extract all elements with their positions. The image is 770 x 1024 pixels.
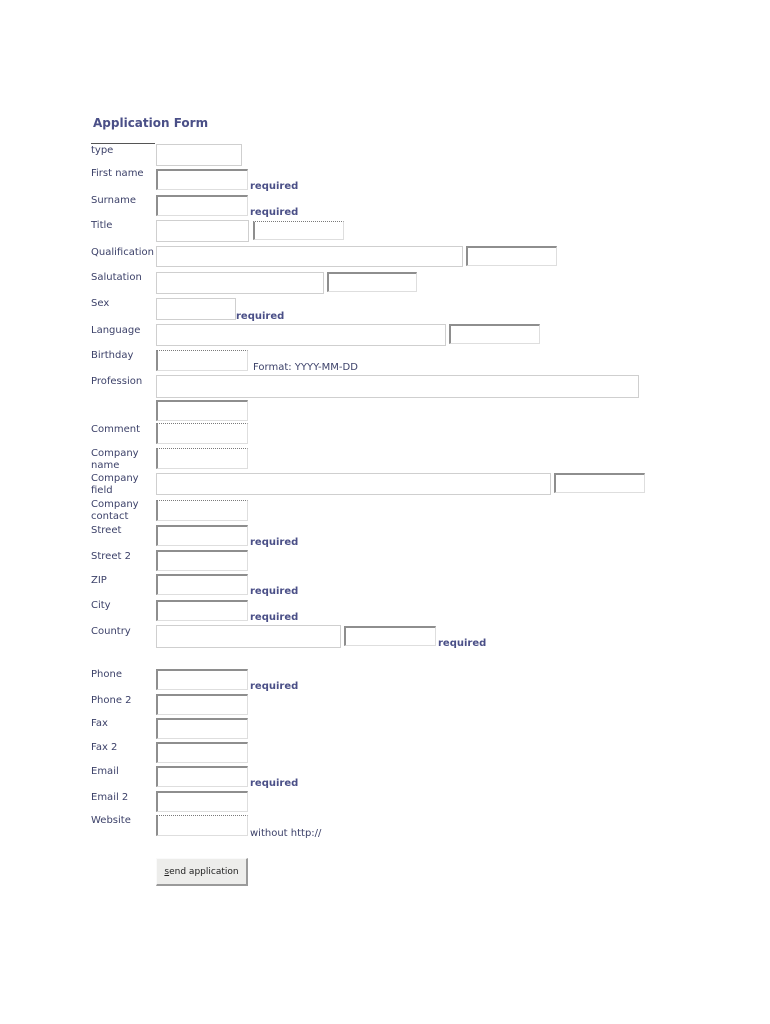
label-street2: Street 2	[91, 551, 131, 562]
label-fax: Fax	[91, 718, 108, 729]
city-input[interactable]	[156, 600, 248, 621]
label-surname: Surname	[91, 195, 136, 206]
country-other-input[interactable]	[344, 626, 436, 646]
label-fax2: Fax 2	[91, 742, 118, 753]
website-input[interactable]	[156, 815, 248, 836]
label-type: type	[91, 145, 114, 156]
street2-input[interactable]	[156, 550, 248, 571]
email-input[interactable]	[156, 766, 248, 787]
label-language: Language	[91, 325, 141, 336]
phone-input[interactable]	[156, 669, 248, 690]
send-application-label: end application	[169, 867, 239, 877]
title-divider	[91, 143, 155, 144]
label-first-name: First name	[91, 168, 144, 179]
company-field-other-input[interactable]	[554, 473, 645, 493]
label-email2: Email 2	[91, 792, 129, 803]
birthday-format-hint: Format: YYYY-MM-DD	[253, 362, 358, 373]
first-name-input[interactable]	[156, 169, 248, 190]
language-select[interactable]	[156, 324, 446, 346]
label-email: Email	[91, 766, 119, 777]
form-title: Application Form	[93, 116, 209, 130]
first-name-required: required	[250, 181, 299, 192]
email-required: required	[250, 778, 299, 789]
language-other-input[interactable]	[449, 324, 540, 344]
birthday-input[interactable]	[156, 350, 248, 371]
surname-required: required	[250, 207, 299, 218]
salutation-select[interactable]	[156, 272, 324, 294]
title-select[interactable]	[156, 220, 249, 242]
zip-input[interactable]	[156, 574, 248, 595]
label-phone: Phone	[91, 669, 122, 680]
company-contact-input[interactable]	[156, 500, 248, 521]
label-title: Title	[91, 220, 113, 231]
label-qualification: Qualification	[91, 247, 154, 258]
country-required: required	[438, 638, 487, 649]
fax-input[interactable]	[156, 718, 248, 739]
city-required: required	[250, 612, 299, 623]
send-application-accesskey: s	[164, 867, 170, 877]
email2-input[interactable]	[156, 791, 248, 812]
sex-required: required	[236, 311, 285, 322]
label-sex: Sex	[91, 298, 110, 309]
sex-select[interactable]	[156, 298, 236, 320]
type-select[interactable]	[156, 144, 242, 166]
profession-select[interactable]	[156, 375, 639, 398]
phone2-input[interactable]	[156, 694, 248, 715]
company-field-select[interactable]	[156, 473, 551, 495]
website-hint: without http://	[250, 828, 322, 839]
company-name-input[interactable]	[156, 448, 248, 469]
label-comment: Comment	[91, 424, 140, 435]
profession-other-input[interactable]	[156, 400, 248, 421]
zip-required: required	[250, 586, 299, 597]
label-street: Street	[91, 525, 122, 536]
salutation-other-input[interactable]	[327, 272, 417, 292]
label-company-contact: Company contact	[91, 499, 139, 522]
fax2-input[interactable]	[156, 742, 248, 763]
qualification-select[interactable]	[156, 246, 463, 267]
title-other-input[interactable]	[253, 221, 344, 240]
label-city: City	[91, 600, 111, 611]
street-required: required	[250, 537, 299, 548]
qualification-other-input[interactable]	[466, 246, 557, 266]
country-select[interactable]	[156, 625, 341, 648]
comment-input[interactable]	[156, 423, 248, 444]
label-zip: ZIP	[91, 575, 107, 586]
send-application-button[interactable]	[156, 858, 248, 886]
label-company-field: Company field	[91, 473, 139, 496]
surname-input[interactable]	[156, 195, 248, 216]
phone-required: required	[250, 681, 299, 692]
label-birthday: Birthday	[91, 350, 134, 361]
label-phone2: Phone 2	[91, 695, 132, 706]
label-profession: Profession	[91, 376, 143, 387]
label-website: Website	[91, 815, 131, 826]
label-salutation: Salutation	[91, 272, 142, 283]
label-company-name: Company name	[91, 448, 139, 471]
street-input[interactable]	[156, 525, 248, 546]
label-country: Country	[91, 626, 131, 637]
